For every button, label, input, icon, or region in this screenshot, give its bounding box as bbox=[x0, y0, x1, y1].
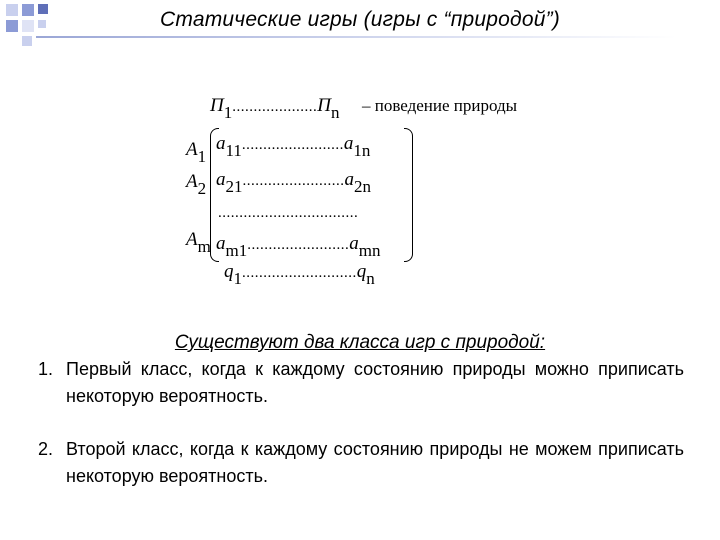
list-item bbox=[38, 356, 684, 410]
list-item bbox=[38, 436, 684, 490]
row-label-am: Am bbox=[186, 229, 211, 256]
list-number: 2. bbox=[38, 439, 54, 459]
row-label-a2: A2 bbox=[186, 171, 207, 198]
nature-behavior-label: – поведение природы bbox=[362, 96, 518, 115]
column-header: П1....................Пn bbox=[210, 95, 340, 122]
row-label-a1: A1 bbox=[186, 139, 207, 166]
row-2-values: a21........................a2n bbox=[216, 169, 371, 196]
row-m-values: am1........................amn bbox=[216, 233, 381, 260]
matrix-ellipsis-row: ................................. bbox=[218, 205, 359, 221]
list-text: Второй класс, когда к каждому состоянию природы не можем приписать некоторую вероятность. bbox=[66, 439, 684, 486]
row-1-values: a11........................a1n bbox=[216, 133, 371, 160]
matrix-right-bracket bbox=[404, 128, 413, 262]
probability-row: q1...........................qn bbox=[224, 261, 375, 288]
title-underline bbox=[36, 36, 676, 38]
slide-title: Статические игры (игры с “природой”) bbox=[160, 8, 560, 31]
list-text: Первый класс, когда к каждому состоянию природы можно приписать некоторую вероятность. bbox=[66, 359, 684, 406]
section-heading: Существуют два класса игр с природой: bbox=[174, 332, 546, 353]
list-number: 1. bbox=[38, 359, 54, 379]
